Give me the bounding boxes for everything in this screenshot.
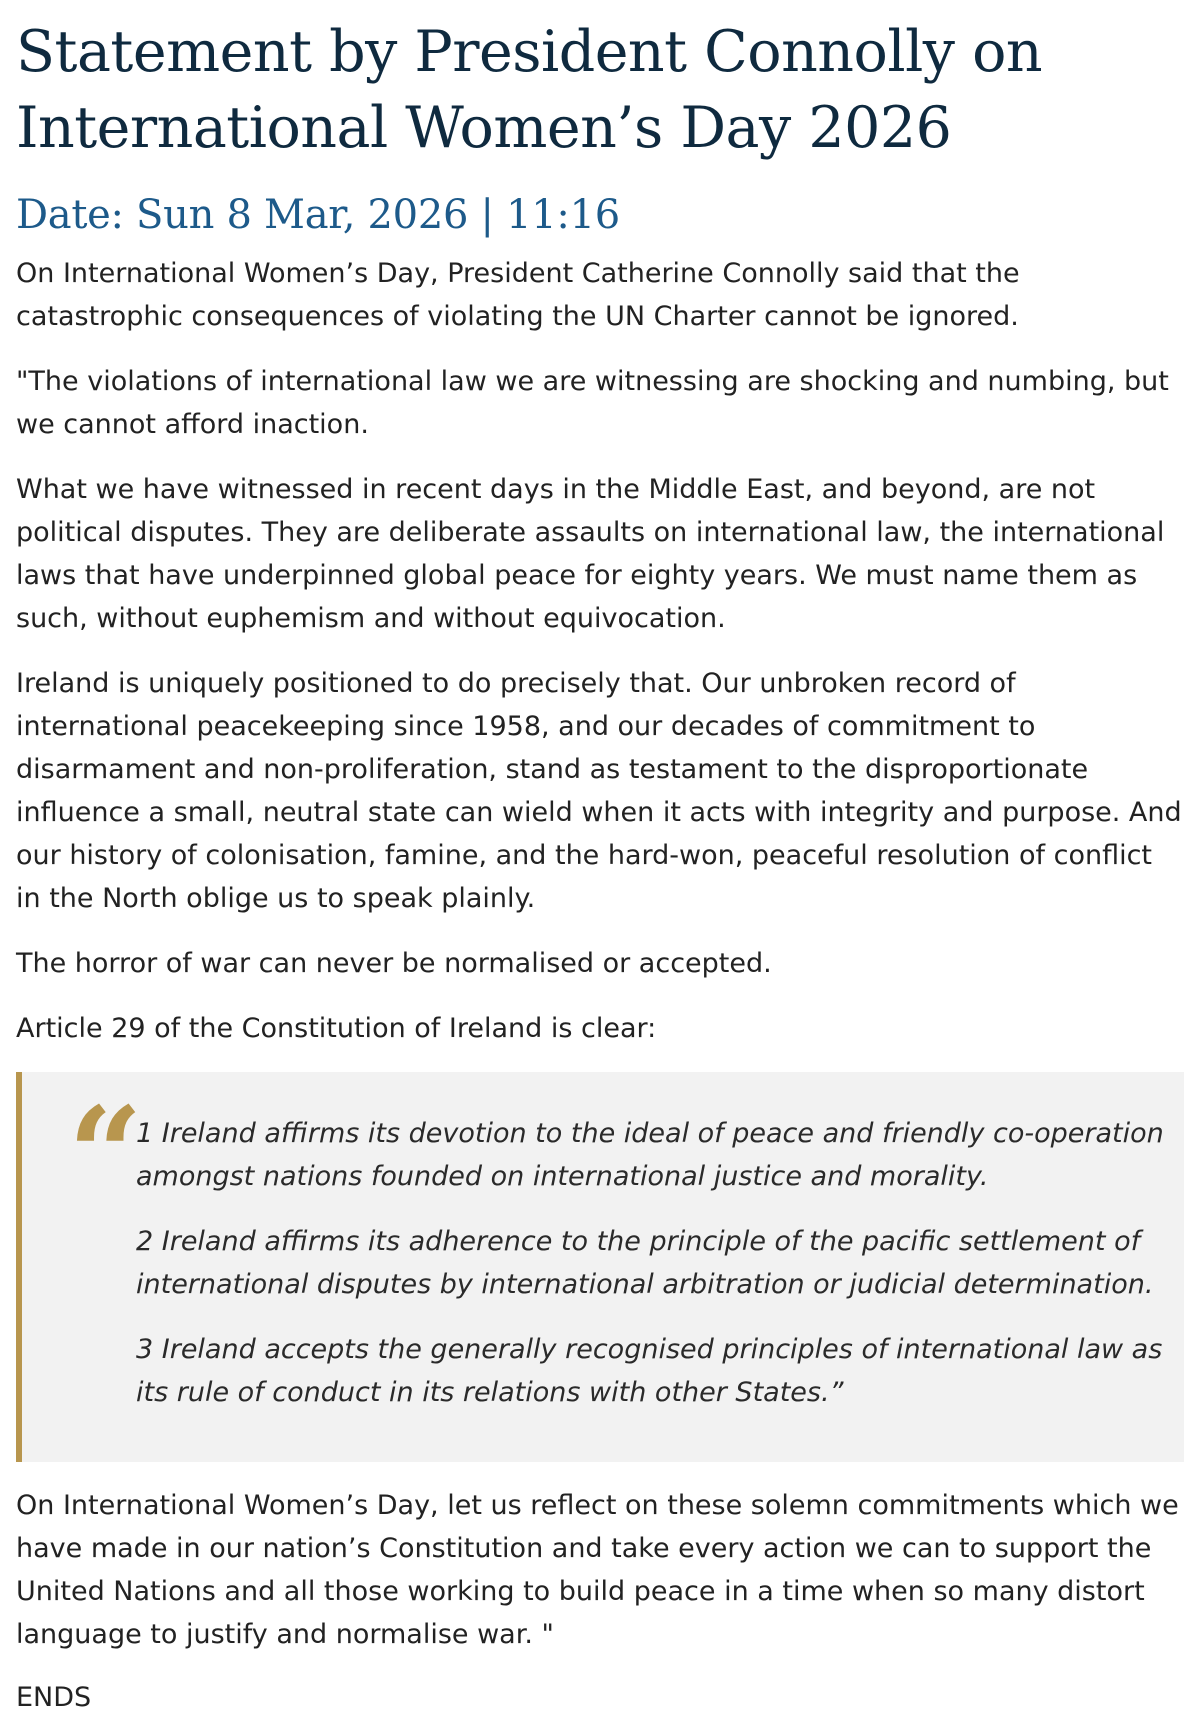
constitution-quote: [16, 1072, 1184, 1462]
paragraph-ireland-position: Ireland is uniquely positioned to do precisely that. Our unbroken record of international peacekeeping since 1958, and our decades of commitment to disarmament and non-proliferation, stand as testament to the disproportionate influence a small, neutral state can wield when it acts with integrity and purpose. And our history of colonisation, famine, and the hard-won, peaceful resolution of conflict in the North oblige us to speak plainly.: [16, 668, 1182, 914]
ends-marker: ENDS: [16, 1682, 92, 1713]
publish-date: Date: Sun 8 Mar, 2026 | 11:16: [16, 192, 620, 238]
paragraph-middle-east: What we have witnessed in recent days in the Middle East, and beyond, are not political disputes. They are deliberate assaults on international law, the international laws that have underpinned global peace for eighty years. We must name them as such, without euphemism and without equivocation.: [16, 474, 1165, 634]
paragraph-article-29: Article 29 of the Constitution of Ireland is clear:: [16, 1013, 657, 1044]
quote-item-1: 1 Ireland affirms its devotion to the ideal of peace and friendly co-operation amongst nations founded on international justice and morality.: [136, 1118, 1164, 1192]
paragraph-violations: "The violations of international law we are witnessing are shocking and numbing, but we cannot afford inaction.: [16, 366, 1169, 440]
quote-mark-icon: “: [68, 1078, 143, 1231]
quote-item-3: 3 Ireland accepts the generally recognised principles of international law as its rule of conduct in its relations with other States.”: [136, 1334, 1163, 1408]
paragraph-horror-of-war: The horror of war can never be normalised or accepted.: [16, 948, 772, 979]
page-title: Statement by President Connolly on International Women’s Day 2026: [16, 19, 1043, 161]
paragraph-intro: On International Women’s Day, President Catherine Connolly said that the catastrophic consequences of violating the UN Charter cannot be ignored.: [16, 258, 1020, 332]
quote-item-2: 2 Ireland affirms its adherence to the principle of the pacific settlement of international disputes by international arbitration or judicial determination.: [136, 1226, 1154, 1300]
paragraph-closing: On International Women’s Day, let us reflect on these solemn commitments which we have made in our nation’s Constitution and take every action we can to support the United Nations and all those working to build peace in a time when so many distort language to justify and normalise war. ": [16, 1490, 1179, 1650]
